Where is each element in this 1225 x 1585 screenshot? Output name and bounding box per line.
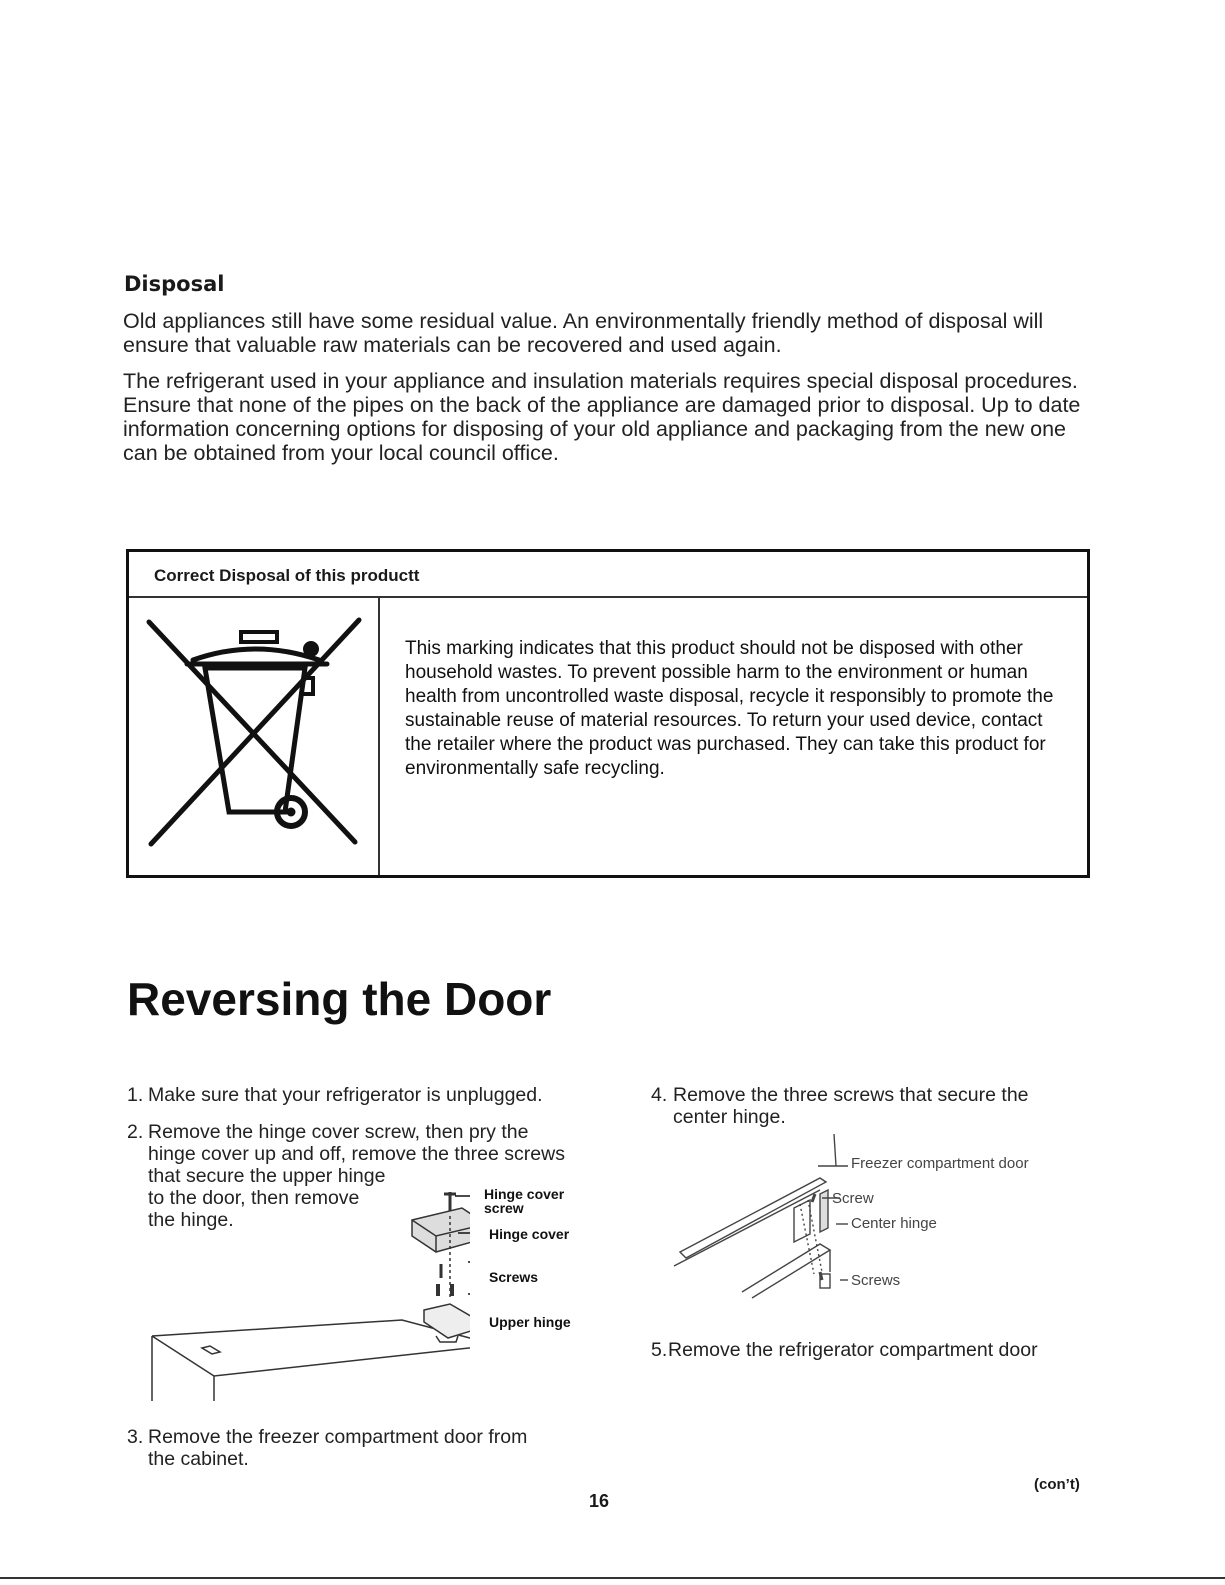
- label-screw: Screw: [832, 1190, 874, 1207]
- step-2-line-4: to the door, then remove: [148, 1187, 360, 1209]
- step-4-line-2: center hinge.: [673, 1106, 786, 1128]
- step-4-line-1: Remove the three screws that secure the: [673, 1084, 1029, 1106]
- label-screws-center: Screws: [851, 1272, 901, 1289]
- step-2-line-2: hinge cover up and off, remove the three screws: [148, 1143, 565, 1165]
- step-2-line-5: the hinge.: [148, 1209, 234, 1231]
- step-1-text: Make sure that your refrigerator is unplugged.: [148, 1084, 543, 1106]
- continued-note: (con’t): [1034, 1476, 1080, 1493]
- step-2-line-3: that secure the upper hinge: [148, 1165, 386, 1187]
- weee-notice-heading: Correct Disposal of this productt: [154, 566, 420, 585]
- label-hinge-cover-screw-1: Hinge cover: [484, 1186, 565, 1202]
- disposal-paragraph-1: Old appliances still have some residual value. An environmentally friendly method of disposal will ensure that valuable raw materials can be recovered and used again.: [123, 309, 1044, 357]
- step-2-number: 2.: [127, 1121, 144, 1143]
- bottom-rule: [0, 1577, 1225, 1579]
- weee-box-divider: [378, 596, 380, 875]
- upper-hinge-diagram: [140, 1180, 470, 1405]
- center-hinge-diagram: [670, 1132, 850, 1302]
- weee-notice-box: [126, 549, 1090, 878]
- step-3-number: 3.: [127, 1426, 144, 1448]
- label-screws: Screws: [489, 1269, 539, 1285]
- label-hinge-cover: Hinge cover: [489, 1226, 570, 1242]
- step-2-line-1: Remove the hinge cover screw, then pry the: [148, 1121, 529, 1143]
- weee-notice-text: This marking indicates that this product should not be disposed with other household wastes. To prevent possible harm to the environment or human health from uncontrolled waste disposal, recycle it responsibly to promote the sustainable reuse of material resources. To return your used device, contact the retailer where the product was purchased. They can take this product for environmentally safe recycling.: [405, 638, 1054, 779]
- label-center-hinge: Center hinge: [851, 1215, 937, 1232]
- label-hinge-cover-screw-2: screw: [484, 1200, 524, 1216]
- label-freezer-compartment-door: Freezer compartment door: [851, 1155, 1029, 1172]
- step-3-line-2: the cabinet.: [148, 1448, 249, 1470]
- step-4-number: 4.: [651, 1084, 668, 1106]
- disposal-paragraph-2: The refrigerant used in your appliance and insulation materials requires special disposal procedures. Ensure that none of the pipes on the back of the appliance are damaged prior to disposal. Up to date information concerning options for disposing of your old appliance and packaging from the new one can be obtained from your local council office.: [123, 369, 1081, 465]
- step-5-text: Remove the refrigerator compartment door: [668, 1339, 1038, 1361]
- label-upper-hinge: Upper hinge: [489, 1314, 571, 1330]
- crossed-out-wheelie-bin-icon: [137, 616, 369, 854]
- step-1-number: 1.: [127, 1084, 144, 1106]
- step-3-line-1: Remove the freezer compartment door from: [148, 1426, 528, 1448]
- step-5-number: 5.: [651, 1339, 668, 1361]
- weee-notice-header: [129, 552, 1087, 598]
- page-number: 16: [589, 1491, 610, 1511]
- reversing-door-title: Reversing the Door: [127, 973, 552, 1025]
- disposal-heading: Disposal: [124, 272, 225, 296]
